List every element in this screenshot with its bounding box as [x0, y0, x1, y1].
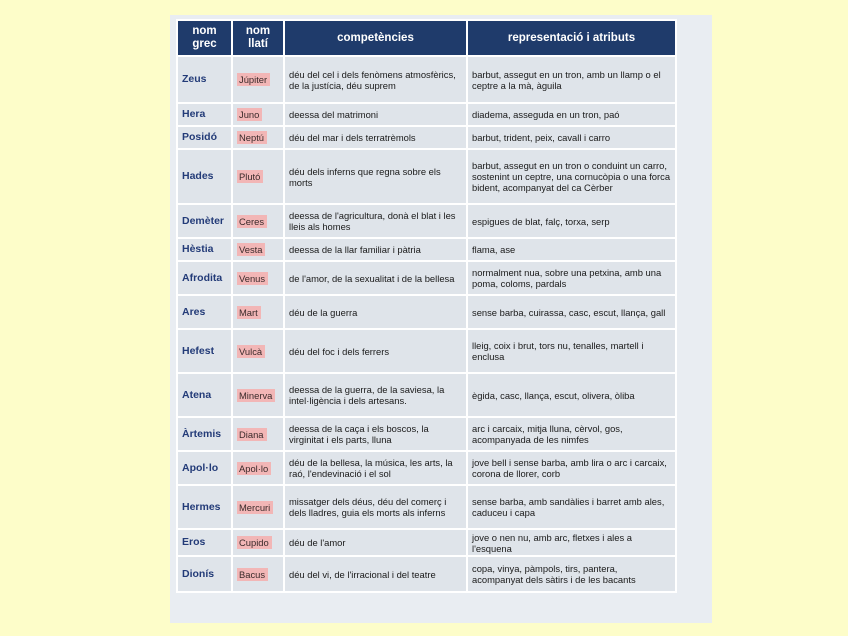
- greek-name-cell: Àrtemis: [178, 418, 231, 450]
- representation-cell: flama, ase: [468, 239, 675, 260]
- greek-name-cell: Afrodita: [178, 262, 231, 294]
- competencies-cell: missatger dels déus, déu del comerç i dels lladres, guia els morts als inferns: [285, 486, 466, 528]
- representation-cell: ègida, casc, llança, escut, olivera, òliba: [468, 374, 675, 416]
- competencies-cell: déu de l'amor: [285, 530, 466, 555]
- greek-name-cell: Hades: [178, 150, 231, 203]
- table-row: [178, 296, 675, 328]
- greek-name-cell: Posidó: [178, 127, 231, 148]
- table-row: [178, 127, 675, 148]
- representation-cell: arc i carcaix, mitja lluna, cèrvol, gos, acompanyada de les nimfes: [468, 418, 675, 450]
- latin-name-highlight: Minerva: [237, 389, 275, 402]
- greek-name-cell: Atena: [178, 374, 231, 416]
- latin-name-cell: [233, 239, 283, 260]
- latin-name-highlight: Venus: [237, 272, 268, 285]
- table-row: [178, 557, 675, 591]
- representation-cell: barbut, assegut en un tron, amb un llamp o el ceptre a la mà, àguila: [468, 57, 675, 102]
- competencies-cell: deessa de l'agricultura, donà el blat i les lleis als homes: [285, 205, 466, 237]
- gods-table: [176, 19, 677, 593]
- latin-name-highlight: Mercuri: [237, 501, 273, 514]
- latin-name-cell: [233, 296, 283, 328]
- latin-name-cell: [233, 530, 283, 555]
- representation-cell: sense barba, amb sandàlies i barret amb ales, caduceu i capa: [468, 486, 675, 528]
- latin-name-cell: [233, 418, 283, 450]
- representation-cell: diadema, asseguda en un tron, paó: [468, 104, 675, 125]
- table-row: [178, 104, 675, 125]
- table-row: [178, 239, 675, 260]
- header-representation: representació i atributs: [468, 21, 675, 55]
- table-row: [178, 374, 675, 416]
- latin-name-highlight: Diana: [237, 428, 267, 441]
- representation-cell: lleig, coix i brut, tors nu, tenalles, martell i enclusa: [468, 330, 675, 372]
- representation-cell: sense barba, cuirassa, casc, escut, llança, gall: [468, 296, 675, 328]
- latin-name-highlight: Apol·lo: [237, 462, 271, 475]
- table-row: [178, 262, 675, 294]
- representation-cell: copa, vinya, pàmpols, tirs, pantera, acompanyat dels sàtirs i de les bacants: [468, 557, 675, 591]
- latin-name-highlight: Júpiter: [237, 73, 270, 86]
- representation-cell: normalment nua, sobre una petxina, amb una poma, coloms, pardals: [468, 262, 675, 294]
- table-row: [178, 150, 675, 203]
- latin-name-highlight: Plutó: [237, 170, 263, 183]
- table-row: [178, 530, 675, 555]
- latin-name-highlight: Ceres: [237, 215, 267, 228]
- latin-name-cell: [233, 330, 283, 372]
- greek-name-cell: Apol·lo: [178, 452, 231, 484]
- latin-name-cell: [233, 205, 283, 237]
- latin-name-cell: [233, 374, 283, 416]
- table-row: [178, 57, 675, 102]
- competencies-cell: deessa de la llar familiar i pàtria: [285, 239, 466, 260]
- table-row: [178, 452, 675, 484]
- greek-name-cell: Eros: [178, 530, 231, 555]
- header-row: [178, 21, 675, 55]
- competencies-cell: déu del cel i dels fenòmens atmosfèrics, de la justícia, déu suprem: [285, 57, 466, 102]
- greek-name-cell: Demèter: [178, 205, 231, 237]
- table-row: [178, 486, 675, 528]
- document-sheet: [170, 15, 712, 623]
- competencies-cell: déu del mar i dels terratrèmols: [285, 127, 466, 148]
- representation-cell: barbut, assegut en un tron o conduint un carro, sostenint un ceptre, una cornucòpia o una forca bident, acompanyat del ca Cèrber: [468, 150, 675, 203]
- latin-name-cell: [233, 452, 283, 484]
- latin-name-highlight: Bacus: [237, 568, 268, 581]
- greek-name-cell: Hèstia: [178, 239, 231, 260]
- table-row: [178, 205, 675, 237]
- latin-name-highlight: Vesta: [237, 243, 265, 256]
- latin-name-cell: [233, 486, 283, 528]
- representation-cell: espigues de blat, falç, torxa, serp: [468, 205, 675, 237]
- competencies-cell: déu de la guerra: [285, 296, 466, 328]
- latin-name-highlight: Mart: [237, 306, 261, 319]
- latin-name-cell: [233, 127, 283, 148]
- header-latin-name: nom llatí: [233, 21, 283, 55]
- competencies-cell: deessa de la guerra, de la saviesa, la intel·ligència i dels artesans.: [285, 374, 466, 416]
- competencies-cell: déu de la bellesa, la música, les arts, la raó, l'endevinació i el sol: [285, 452, 466, 484]
- header-greek-name: nom grec: [178, 21, 231, 55]
- greek-name-cell: Hefest: [178, 330, 231, 372]
- latin-name-cell: [233, 57, 283, 102]
- greek-name-cell: Dionís: [178, 557, 231, 591]
- competencies-cell: déu del foc i dels ferrers: [285, 330, 466, 372]
- latin-name-cell: [233, 557, 283, 591]
- greek-name-cell: Ares: [178, 296, 231, 328]
- representation-cell: jove o nen nu, amb arc, fletxes i ales a l'esquena: [468, 530, 675, 555]
- greek-name-cell: Hermes: [178, 486, 231, 528]
- latin-name-highlight: Neptú: [237, 131, 267, 144]
- table-row: [178, 418, 675, 450]
- competencies-cell: de l'amor, de la sexualitat i de la bellesa: [285, 262, 466, 294]
- latin-name-highlight: Juno: [237, 108, 262, 121]
- competencies-cell: deessa de la caça i els boscos, la virginitat i els parts, lluna: [285, 418, 466, 450]
- greek-name-cell: Zeus: [178, 57, 231, 102]
- latin-name-cell: [233, 262, 283, 294]
- table-row: [178, 330, 675, 372]
- latin-name-cell: [233, 104, 283, 125]
- latin-name-highlight: Vulcà: [237, 345, 265, 358]
- header-competencies: competències: [285, 21, 466, 55]
- latin-name-highlight: Cupido: [237, 536, 272, 549]
- competencies-cell: deessa del matrimoni: [285, 104, 466, 125]
- competencies-cell: déu dels inferns que regna sobre els morts: [285, 150, 466, 203]
- greek-name-cell: Hera: [178, 104, 231, 125]
- competencies-cell: déu del vi, de l'irracional i del teatre: [285, 557, 466, 591]
- representation-cell: barbut, trident, peix, cavall i carro: [468, 127, 675, 148]
- representation-cell: jove bell i sense barba, amb lira o arc i carcaix, corona de llorer, corb: [468, 452, 675, 484]
- latin-name-cell: [233, 150, 283, 203]
